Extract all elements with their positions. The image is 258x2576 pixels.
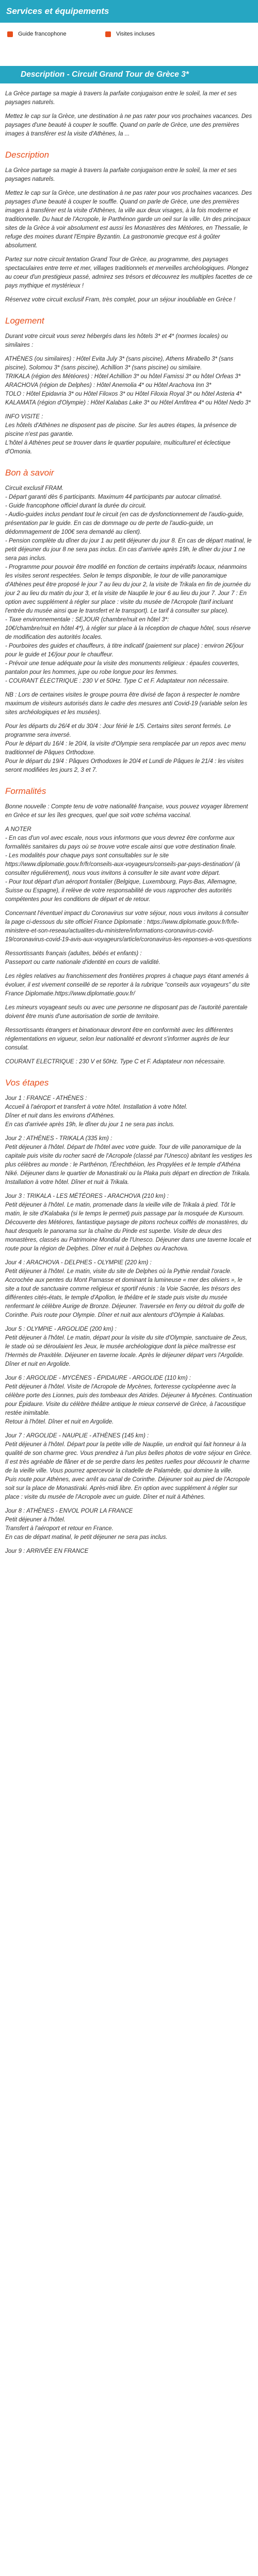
section-paragraph: ATHÈNES (ou similaires) : Hôtel Evita July 3* (sans piscine), Athens Mirabello 3* (sans piscine), Solomou 3* (sans piscine), Achillion 3* (sans piscine) ou similaire. TRIKALA (région des Météores) : Hôtel Achillion 3* ou hôtel Famissi 3* ou hôtel Orfeas 3* ARACHOVA (région de Delphes) : Hôtel Anemolia 4* ou Hôtel Arachova Inn 3* TOLO : Hôtel Epidavria 3* ou Hôtel Filoxos 3* ou Hôtel Filoxia Royal 3* ou hôtel Asteria 4* KALAMATA (région d'Olympie) : Hôtel Kalabas Lake 3* ou Hôtel Amfitrea 4* ou Hôtel Nedo 3* xyxy=(5,356,251,406)
section-paragraph: Jour 5 : OLYMPIE - ARGOLIDE (200 km) : Petit déjeuner à l'hôtel. Le matin, départ pour la visite du site d'Olympie, sanctuaire de Zeus, le stade où se déroulaient les Jeux, le musée archéologique dont la pièce maîtresse est l'Hermès de Praxitèle. Déjeuner en taverne locale. Après le déjeuner départ vers l'Argolide. Dîner et nuit en Argolide. xyxy=(5,1326,248,1367)
section-paragraph: Circuit exclusif FRAM. - Départ garanti dès 6 participants. Maximum 44 participants par autocar climatisé. - Guide francophone officiel durant la durée du circuit. - Audio-guides inclus pendant tout le circuit (en cas de dysfonctionnement de l'audio-guide, présentation par le guide. En cas de dommage ou de perte de l'audio-guide, un dédommagement de 100€ sera demandé au client). - Pension complète du dîner du jour 1 au petit déjeuner du jour 8. En cas de départ matinal, le petit déjeuner du jour 8 ne sera pas inclus. En cas d'arrivée après 19h, le dîner du jour 1 ne sera pas inclus. - Programme pour pouvoir être modifié en fonction de certains impératifs locaux, néanmoins les visites seront respectées. Selon le temps disponible, le tour de ville panoramique d'Athènes peut être proposé le jour 7 au lieu du jour 2, la visite de Trikala en fin de journée du jour 2 au lieu du matin du jour 3, et la visite de Nauplie le jour 6 au lieu du jour 7. Jour 7 : En option avec supplément à régler sur place : visite du musée de l'Acropole (tarif incluant l'entrée du musée ainsi que le transfert et le transport). Le tarif à consulter sur place). - Taxe environnementale : SEJOUR (chambre/nuit en hôtel 3*: 10€/chambre/nuit en hôtel 4*), à régler sur place à la réception de chaque hôtel, sous réserve de modification des autorités locales. - Pourboires des guides et chauffeurs, à titre indicatif (paiement sur place) : environ 2€/jour pour le guide et 1€/jour pour le chauffeur. - Prévoir une tenue adéquate pour la visite des monuments religieux : épaules couvertes, pantalon pour les hommes, jupe ou robe longue pour les femmes. - COURANT ÉLECTRIQUE : 230 V et 50Hz. Type C et F. Adaptateur non nécessaire. xyxy=(5,485,252,684)
section-heading: Bon à savoir xyxy=(5,468,54,478)
section-paragraph: NB : Lors de certaines visites le groupe pourra être divisé de façon à respecter le nombre maximum de visiteurs autorisés dans le cadre des mesures anti Covid-19 (variable selon les sites archéologiques et les musées). xyxy=(5,692,248,716)
section-paragraph: Jour 2 : ATHÈNES - TRIKALA (335 km) : Petit déjeuner à l'hôtel. Départ de l'hôtel avec votre guide. Tour de ville panoramique de la capitale puis visite du rocher sacré de l'Acropole (classé par l'Unesco) abritant les vestiges les plus célèbres au monde : le Parthénon, l'Érechthéion, les Propylées et le temple d'Athéna Niké. Déjeuner dans le quartier de Monastiraki ou la Plaka puis départ en direction de Trikala. Installation à votre hôtel. Dîner et nuit à Trikala. xyxy=(5,1136,252,1185)
intro-paragraph: Mettez le cap sur la Grèce, une destination à ne pas rater pour vos prochaines vacances. Des paysages d'une beauté à couper le souffle. Quand on parle de Grèce, une des premières images à transférer est la visite d'Athènes, la ... xyxy=(5,113,252,137)
section-paragraph: Jour 9 : ARRIVÉE EN FRANCE xyxy=(5,1548,89,1554)
section-paragraph: Jour 1 : FRANCE - ATHÈNES : Accueil à l'aéroport et transfert à votre hôtel. Installation à votre hôtel. Dîner et nuit dans les environs d'Athènes. En cas d'arrivée après 19h, le dîner du jour 1 ne sera pas inclus. xyxy=(5,1095,188,1128)
section-paragraph: Bonne nouvelle : Compte tenu de votre nationalité française, vous pouvez voyager librement en Grèce et sur les îles grecques, quel que soit votre schéma vaccinal. xyxy=(5,804,248,819)
section-paragraph: Ressortissants français (adultes, bébés et enfants) : Passeport ou carte nationale d'identité en cours de validité. xyxy=(5,951,160,965)
section-paragraph: Jour 8 : ATHÈNES - ENVOL POUR LA FRANCE Petit déjeuner à l'hôtel. Transfert à l'aéroport et retour en France. En cas de départ matinal, le petit déjeuner ne sera pas inclus. xyxy=(5,1508,168,1540)
section-paragraph: Ressortissants étrangers et binationaux devront être en conformité avec les différentes réglementations en vigueur, selon leur nationalité et devront s'informer auprès de leur consulat. xyxy=(5,1027,233,1051)
section-heading: Description xyxy=(5,150,50,160)
section-paragraph: A NOTER - En cas d'un vol avec escale, nous vous informons que vous devrez être conforme aux formalités sanitaires du pays où se trouve votre escale ainsi que votre destination finale. - Les modalités pour chaque pays sont consultables sur le site https://www.diplomatie.gouv.fr/fr/conseils-aux-voyageurs/conseils-par-pays-destination/ (à consulter régulièrement), nous vous invitons à consulter le site avant votre départ. - Pour tout départ d'un aéroport frontalier (Belgique, Luxembourg, Pays-Bas, Allemagne, Suisse ou Espagne), il relève de votre responsabilité de vous rapprocher des autorités compétentes pour les conditions de départ et de retour. xyxy=(5,826,240,903)
service-label: Visites incluses xyxy=(116,30,155,37)
section-paragraph: INFO VISITE : Les hôtels d'Athènes ne disposent pas de piscine. Sur les autres étapes, la présence de piscine n'est pas garantie. L'hôtel à Athènes peut se trouver dans le quartier populaire, multiculturel et éclectique d'Omonia. xyxy=(5,414,237,455)
section-heading: Formalités xyxy=(5,786,46,796)
section-paragraph: Mettez le cap sur la Grèce, une destination à ne pas rater pour vos prochaines vacances. Des paysages d'une beauté à couper le souffle. Quand on parle de Grèce, une des premières images à transférer est la visite d'Athènes, la ville aux deux visages, à la fois moderne et traditionnelle. Du haut de l'Acropole, le Parthénon garde un oeil sur la ville. Un des principaux sites de la Grèce à voir absolument est aussi les Monastères des Météores, en Thessalie, le refuge des moines durant l'Empire Byzantin. La gastronomie grecque est à goûter absolument. xyxy=(5,190,252,249)
services-title: Services et équipements xyxy=(0,0,258,23)
square-bullet-icon xyxy=(105,31,111,37)
section-paragraph: Partez sur notre circuit tentation Grand Tour de Grèce, au programme, des paysages spectaculaires entre terre et mer, villages traditionnels et merveilles archéologiques. Plongez au coeur d'un prestigieux passé, admirez ses trésors et découvrez les multiples facettes de ce pays mythique et mystérieux ! xyxy=(5,257,253,289)
intro-paragraph: La Grèce partage sa magie à travers la parfaite conjugaison entre le soleil, la mer et ses paysages naturels. xyxy=(5,91,237,106)
service-item xyxy=(105,30,203,39)
section-paragraph: Pour les départs du 26/4 et du 30/4 : Jour férié le 1/5. Certains sites seront fermés. Le programme sera inversé. Pour le départ du 16/4 : le 20/4, la visite d'Olympie sera remplacée par un repos avec menu traditionnel de Pâques Orthodoxe. Pour le départ du 19/4 : Pâques Orthodoxes le 20/4 et Lundi de Pâques le 21/4 : les visites seront modifiées les jours 2, 3 et 7. xyxy=(5,723,246,773)
section-heading: Logement xyxy=(5,316,44,326)
section-paragraph: COURANT ELECTRIQUE : 230 V et 50Hz. Type C et F. Adaptateur non nécessaire. xyxy=(5,1059,225,1065)
section-paragraph: Réservez votre circuit exclusif Fram, très complet, pour un séjour inoubliable en Grèce ! xyxy=(5,297,236,303)
section-paragraph: Jour 6 : ARGOLIDE - MYCÈNES - ÉPIDAURE - ARGOLIDE (110 km) : Petit déjeuner à l'hôtel. Visite de l'Acropole de Mycènes, forteresse cyclopéenne avec la célèbre porte des Lionnes, puis des tombeaux des Atrides. Déjeuner à Mycènes. Continuation pour Épidaure. Visite du célèbre théâtre antique le mieux conservé de Grèce, à l'acoustique restée inimitable. Retour à l'hôtel. Dîner et nuit en Argolide. xyxy=(5,1375,252,1425)
service-label: Guide francophone xyxy=(18,30,67,37)
description-content xyxy=(0,83,258,1556)
section-paragraph: Durant votre circuit vous serez hébergés dans les hôtels 3* et 4* (normes locales) ou similaires : xyxy=(5,333,228,348)
description-band: Description - Circuit Grand Tour de Grèce 3* xyxy=(0,66,258,83)
section-heading: Vos étapes xyxy=(5,1078,49,1088)
service-item xyxy=(7,30,105,39)
spacer xyxy=(0,45,258,66)
section-paragraph: La Grèce partage sa magie à travers la parfaite conjugaison entre le soleil, la mer et ses paysages naturels. xyxy=(5,167,237,182)
section-paragraph: Jour 3 : TRIKALA - LES MÉTÉORES - ARACHOVA (210 km) : Petit déjeuner à l'hôtel. Le matin, promenade dans la vieille ville de Trikala à pied. Tôt le matin, le site d'Kalabaka (si le temps le permet) puis passage par la mosquée de Kursoum. Découverte des Météores, fantastique paysage de pitons rocheux coiffés de monastères, du haut desquels le panorama sur la chaîne du Pinde est superbe. Visite de deux des monastères, classés au Patrimoine Mondial de l'Unesco. Déjeuner dans une taverne locale et route pour la région de Delphes. Dîner et nuit à Delphes ou Arachova. xyxy=(5,1193,251,1252)
section-paragraph: Concernant l'éventuel impact du Coronavirus sur votre séjour, nous vous invitons à consulter la page ci-dessous du site officiel France Diplomatie : https://www.diplomatie.gouv.fr/fr/le-ministere-et-son-reseau/actualites-du-ministere/informations-coronavirus-covid-19/coronavirus-covid-19-avis-aux-voyageurs/article/coronavirus-les-reponses-a-vos-questions xyxy=(5,910,252,943)
services-list xyxy=(0,23,258,45)
section-paragraph: Jour 7 : ARGOLIDE - NAUPLIE - ATHÈNES (145 km) : Petit déjeuner à l'hôtel. Départ pour la petite ville de Nauplie, un endroit qui fait honneur à la qualité de son charme grec. Vous prendrez à l'un plus belles photos de votre séjour en Grèce. Il est très agréable de flâner et de se perdre dans les petites ruelles pour découvrir le charme de la vieille ville. Vous pourrez apercevoir la citadelle de Palamède, qui domine la ville. Puis route pour Athènes, avec arrêt au canal de Corinthe. Déjeuner soit au pied de l'Acropole soit sur la place de Monastiraki. Après-midi libre. En option avec supplément à régler sur place : visite du musée de l'Acropole avec un guide. Dîner et nuit à Athènes. xyxy=(5,1433,252,1500)
section-paragraph: Les règles relatives au franchissement des frontières propres à chaque pays étant amenés à évoluer, il est vivement conseillé de se reporter à la rubrique "conseils aux voyageurs" du site France Diplomatie.https://www.diplomatie.gouv.fr/ xyxy=(5,973,250,997)
section-paragraph: Les mineurs voyageant seuls ou avec une personne ne disposant pas de l'autorité parentale doivent être munis d'une autorisation de sortie de territoire. xyxy=(5,1005,248,1020)
section-paragraph: Jour 4 : ARACHOVA - DELPHES - OLYMPIE (220 km) : Petit déjeuner à l'hôtel. Le matin, visite du site de Delphes où la Pythie rendait l'oracle. Accrochée aux pentes du Mont Parnasse et dominant la lumineuse « mer des oliviers », le site a tout de sanctuaire comme religieux et sportif réunis : la Voie Sacrée, les trésors des différentes cités-états, le temple d'Apollon, le théâtre et le stade puis visite du musée renfermant le célèbre Aurige de Bronze. Déjeuner. Traversée en ferry ou détroit du golfe de Corinthe. Puis route pour Olympie. Dîner et nuit aux alentours d'Olympie à Kalabas. xyxy=(5,1260,245,1318)
square-bullet-icon xyxy=(7,31,13,37)
